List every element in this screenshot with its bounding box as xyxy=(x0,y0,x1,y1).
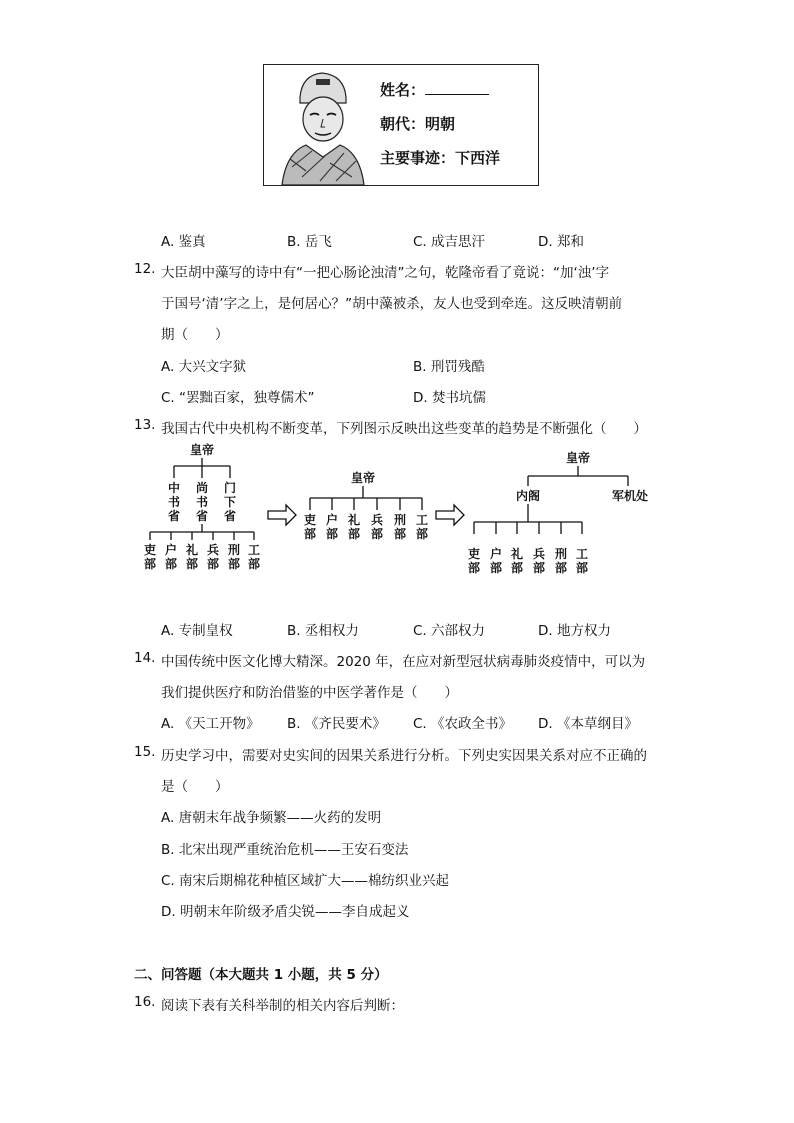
d1-ministries xyxy=(144,532,260,571)
dynasty-value: 明朝 xyxy=(425,115,456,133)
svg-text:礼部: 礼部 xyxy=(185,543,199,571)
q15-option-c: C. 南宋后期棉花种植区域扩大——棉纺织业兴起 xyxy=(161,873,450,889)
q11-option-d: D. 郑和 xyxy=(538,234,584,250)
q15-option-b: B. 北宋出现严重统治危机——王安石变法 xyxy=(161,842,409,858)
svg-text:礼部: 礼部 xyxy=(347,513,361,541)
d1-emperor: 皇帝 xyxy=(189,443,215,457)
q12-number: 12. xyxy=(134,261,156,277)
q15-option-d: D. 明朝末年阶级矛盾尖锐——李自成起义 xyxy=(161,904,410,920)
svg-text:吏部: 吏部 xyxy=(467,547,481,575)
q13-text: 我国古代中央机构不断变革，下列图示反映出这些变革的趋势是不断强化（ ） xyxy=(161,421,647,437)
q13-option-a: A. 专制皇权 xyxy=(161,623,233,639)
card-deed-row xyxy=(380,147,500,168)
d3-emperor: 皇帝 xyxy=(565,451,591,465)
q15-line-2: 是（ ） xyxy=(161,779,229,795)
d1-province-menxia: 门下省 xyxy=(223,481,237,523)
card-dynasty-row xyxy=(380,113,455,134)
d3-junjichu: 军机处 xyxy=(611,489,649,503)
q13-option-b: B. 丞相权力 xyxy=(287,623,359,639)
q15-option-a: A. 唐朝末年战争频繁——火药的发明 xyxy=(161,810,382,826)
section-2-title: 二、问答题（本大题共 1 小题，共 5 分） xyxy=(134,967,388,983)
q14-line-2: 我们提供医疗和防治借鉴的中医学著作是（ ） xyxy=(161,685,458,701)
name-blank xyxy=(425,82,489,95)
q15-number: 15. xyxy=(134,744,156,760)
svg-text:兵部: 兵部 xyxy=(532,547,546,575)
svg-text:户部: 户部 xyxy=(164,543,178,571)
q15-line-1: 历史学习中，需要对史实间的因果关系进行分析。下列史实因果关系对应不正确的 xyxy=(161,748,647,764)
q13-number: 13. xyxy=(134,417,156,433)
q13-option-d: D. 地方权力 xyxy=(538,623,611,639)
q12-option-b: B. 刑罚残酷 xyxy=(413,359,485,375)
deed-value: 下西洋 xyxy=(455,149,501,167)
d3-ministries xyxy=(468,522,588,575)
q11-option-c: C. 成吉思汗 xyxy=(413,234,486,250)
q14-option-b: B. 《齐民要术》 xyxy=(287,716,386,732)
card-name-row xyxy=(380,79,489,100)
q12-option-d: D. 焚书坑儒 xyxy=(413,390,486,406)
q14-option-a: A. 《天工开物》 xyxy=(161,716,260,732)
arrow-1 xyxy=(268,505,296,525)
central-government-diagram xyxy=(130,440,670,590)
svg-text:吏部: 吏部 xyxy=(303,513,317,541)
name-label: 姓名： xyxy=(380,81,426,99)
deed-label: 主要事迹： xyxy=(380,149,456,167)
figure-card xyxy=(263,64,539,186)
q14-number: 14. xyxy=(134,650,156,666)
q12-line-1: 大臣胡中藻写的诗中有“一把心肠论浊清”之句，乾隆帝看了竟说：“加‘浊’字 xyxy=(161,265,610,281)
svg-text:工部: 工部 xyxy=(575,547,589,575)
d3-neige: 内阁 xyxy=(515,489,541,503)
svg-text:工部: 工部 xyxy=(415,513,429,541)
svg-text:户部: 户部 xyxy=(489,547,503,575)
svg-text:刑部: 刑部 xyxy=(554,547,568,575)
d1-province-zhongshu: 中书省 xyxy=(167,481,181,523)
svg-text:户部: 户部 xyxy=(325,513,339,541)
svg-text:吏部: 吏部 xyxy=(143,543,157,571)
d2-emperor: 皇帝 xyxy=(350,471,376,485)
q14-option-d: D. 《本草纲目》 xyxy=(538,716,638,732)
dynasty-label: 朝代： xyxy=(380,115,426,133)
svg-text:兵部: 兵部 xyxy=(206,543,220,571)
q14-option-c: C. 《农政全书》 xyxy=(413,716,513,732)
q14-line-1: 中国传统中医文化博大精深。2020 年，在应对新型冠状病毒肺炎疫情中，可以为 xyxy=(161,654,646,670)
q12-line-3: 期（ ） xyxy=(161,327,229,343)
q11-option-a: A. 鉴真 xyxy=(161,234,206,250)
svg-text:兵部: 兵部 xyxy=(370,513,384,541)
q11-option-b: B. 岳飞 xyxy=(287,234,332,250)
q13-option-c: C. 六部权力 xyxy=(413,623,486,639)
q12-option-a: A. 大兴文字狱 xyxy=(161,359,247,375)
d2-ministries xyxy=(304,498,428,541)
portrait-illustration xyxy=(272,67,372,185)
d1-province-shangshu: 尚书省 xyxy=(195,481,209,523)
svg-text:工部: 工部 xyxy=(247,543,261,571)
q16-number: 16. xyxy=(134,994,156,1010)
q12-option-c: C. “罢黜百家，独尊儒术” xyxy=(161,390,315,406)
svg-text:刑部: 刑部 xyxy=(227,543,241,571)
q12-line-2: 于国号‘清’字之上，是何居心？”胡中藻被杀，友人也受到牵连。这反映清朝前 xyxy=(161,296,623,312)
svg-text:礼部: 礼部 xyxy=(510,547,524,575)
q16-text: 阅读下表有关科举制的相关内容后判断： xyxy=(161,998,404,1014)
svg-text:刑部: 刑部 xyxy=(393,513,407,541)
arrow-2 xyxy=(436,505,464,525)
